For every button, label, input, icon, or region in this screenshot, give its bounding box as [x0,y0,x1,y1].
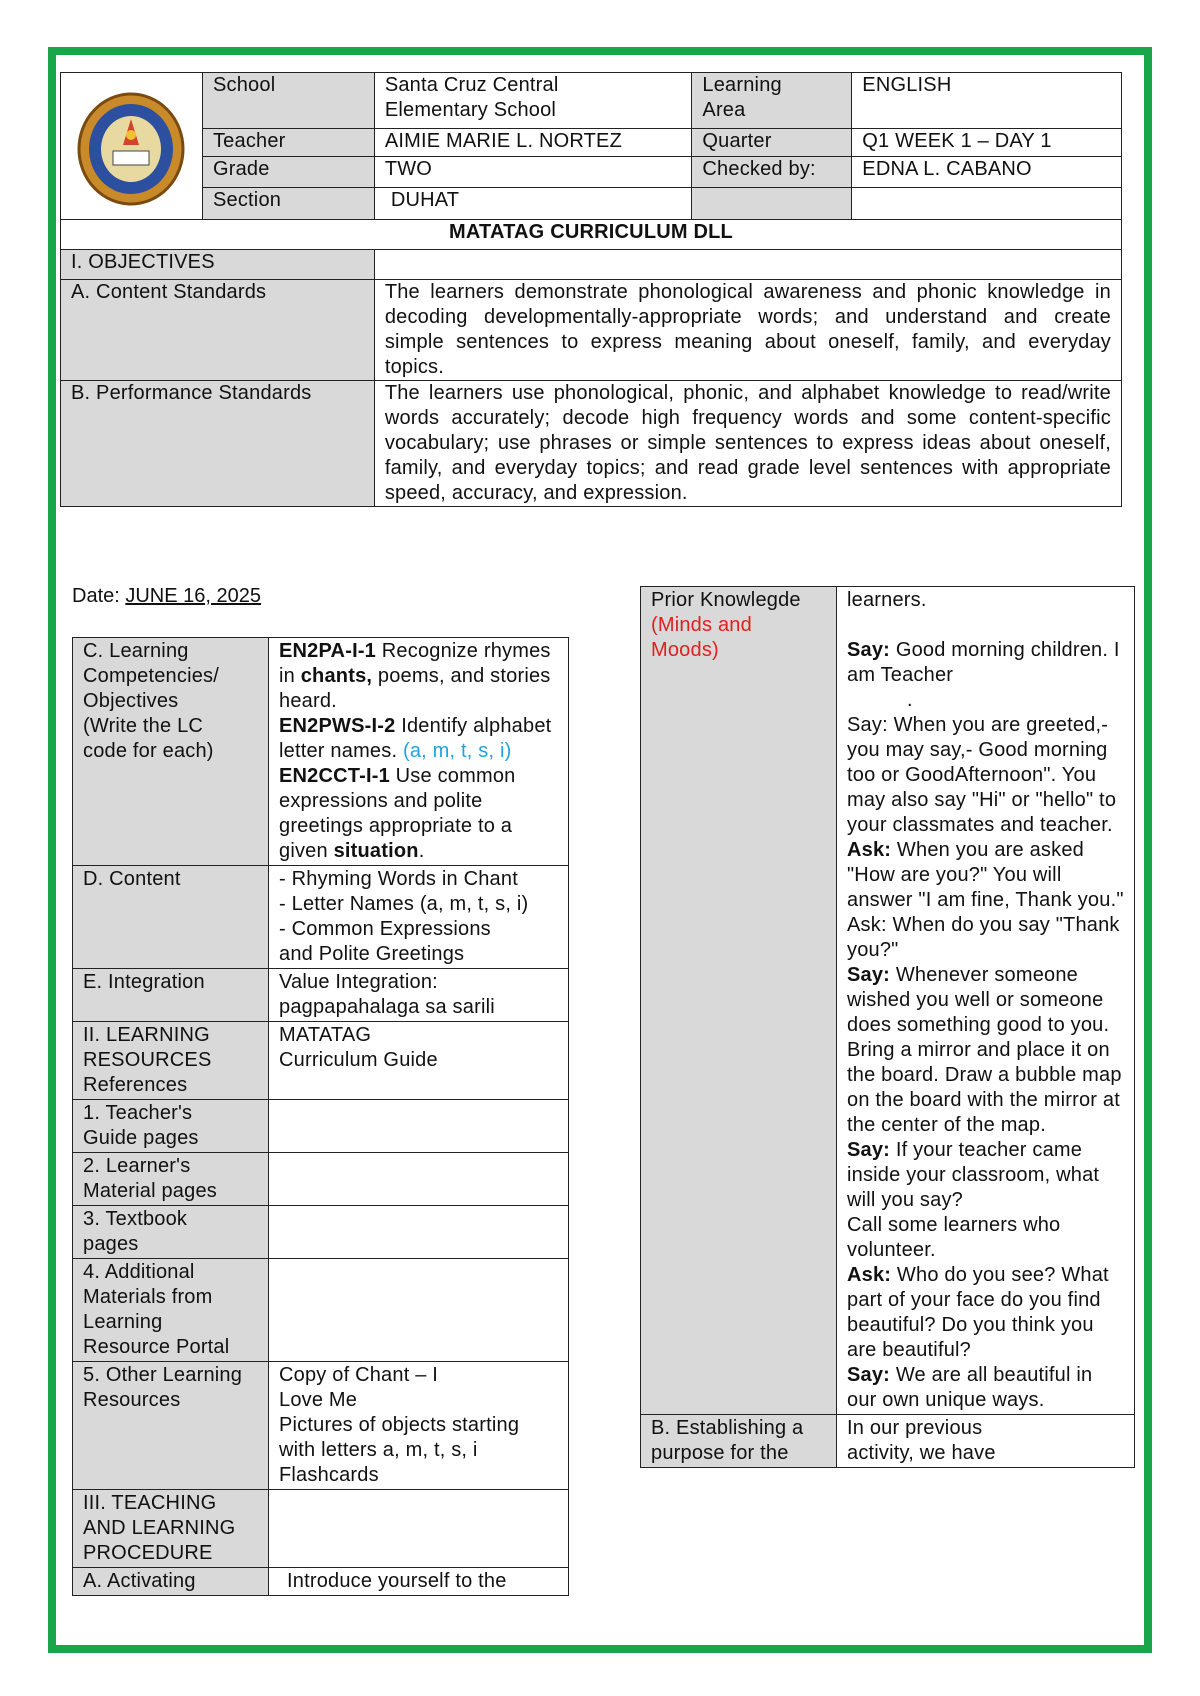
procedure-label: III. TEACHING AND LEARNING PROCEDURE [73,1490,269,1568]
learners-material-label: 2. Learner's Material pages [73,1153,269,1206]
learning-area-value: ENGLISH [852,73,1122,129]
prior-knowledge-label: Prior Knowlegde (Minds and Moods) [641,587,837,1415]
procedure-value [269,1490,569,1568]
section-label: Section [202,188,374,220]
other-resources-label: 5. Other Learning Resources [73,1362,269,1490]
content-value: - Rhyming Words in Chant - Letter Names (a, m, t, s, i) - Common Expressions and Polite Greetings [269,866,569,969]
learning-area-label: Learning Area [692,73,852,129]
establishing-purpose-label: B. Establishing a purpose for the [641,1415,837,1468]
resources-value: MATATAG Curriculum Guide [269,1022,569,1100]
quarter-label: Quarter [692,129,852,157]
school-logo [61,73,203,220]
prior-knowledge-value: learners. Say: Good morning children. I am Teacher . Say: When you are greeted,- you may say,- Good morning too or GoodAfternoon". You may also say "Hi" or "hello" to your classmates and teacher. Ask: When you are asked "How are you?" You will answer "I am fine, Thank you." Ask: When do you say "Thank you?" Say: Whenever someone wished you well or someone does something good to you. Bring a mirror and place it on the board. Draw a bubble map on the board with the mirror at the center of the map. Say: If your teacher came inside your classroom, what will you say? Call some learners who volunteer. Ask: Who do you see? What part of your face do you find beautiful? Do you think you are beautiful? Say: We are all beautiful in our own unique ways. [837,587,1135,1415]
date-label: Date: [72,585,126,607]
blank-value-cell [852,188,1122,220]
checked-by-label: Checked by: [692,157,852,188]
content-standards-label: A. Content Standards [61,280,375,381]
grade-label: Grade [202,157,374,188]
teacher-value: AIMIE MARIE L. NORTEZ [374,129,692,157]
performance-standards-text: The learners use phonological, phonic, and alphabet knowledge to read/write words accurately; decode high frequency words and some content-specific vocabulary; use phrases or simple sentences to express ideas about oneself, family, and everyday topics; and read grade level sentences with appropriate speed, accuracy, and expression. [374,381,1121,507]
textbook-label: 3. Textbook pages [73,1206,269,1259]
section-value: DUHAT [374,188,692,220]
resources-label: II. LEARNING RESOURCES References [73,1022,269,1100]
objectives-blank [374,250,1121,280]
competencies-label: C. Learning Competencies/ Objectives (Write the LC code for each) [73,638,269,866]
grade-value: TWO [374,157,692,188]
learners-material-value [269,1153,569,1206]
school-value: Santa Cruz Central Elementary School [374,73,692,129]
integration-label: E. Integration [73,969,269,1022]
content-standards-text: The learners demonstrate phonological awareness and phonic knowledge in decoding developmentally-appropriate words; and understand and create simple sentences to express meaning about oneself, family, and everyday topics. [374,280,1121,381]
activating-label: A. Activating [73,1568,269,1596]
quarter-value: Q1 WEEK 1 – DAY 1 [852,129,1122,157]
additional-materials-value [269,1259,569,1362]
objectives-heading: I. OBJECTIVES [61,250,375,280]
textbook-value [269,1206,569,1259]
performance-standards-label: B. Performance Standards [61,381,375,507]
teacher-label: Teacher [202,129,374,157]
document-title: MATATAG CURRICULUM DLL [61,220,1122,250]
checked-by-value: EDNA L. CABANO [852,157,1122,188]
other-resources-value: Copy of Chant – I Love Me Pictures of objects starting with letters a, m, t, s, i Flashcards [269,1362,569,1490]
content-label: D. Content [73,866,269,969]
school-label: School [202,73,374,129]
activating-value: Introduce yourself to the [269,1568,569,1596]
establishing-purpose-value: In our previous activity, we have [837,1415,1135,1468]
right-procedure-table [640,586,1135,1468]
date-line [72,585,261,608]
blank-label-cell [692,188,852,220]
integration-value: Value Integration: pagpapahalaga sa sarili [269,969,569,1022]
competencies-value: EN2PA-I-1 Recognize rhymes in chants, poems, and stories heard. EN2PWS-I-2 Identify alphabet letter names. (a, m, t, s, i) EN2CCT-I-1 Use common expressions and polite greetings appropriate to a given situation. [269,638,569,866]
teachers-guide-value [269,1100,569,1153]
date-value: JUNE 16, 2025 [125,585,261,607]
header-table [60,72,1122,507]
teachers-guide-label: 1. Teacher's Guide pages [73,1100,269,1153]
additional-materials-label: 4. Additional Materials from Learning Resource Portal [73,1259,269,1362]
left-procedure-table [72,637,569,1596]
